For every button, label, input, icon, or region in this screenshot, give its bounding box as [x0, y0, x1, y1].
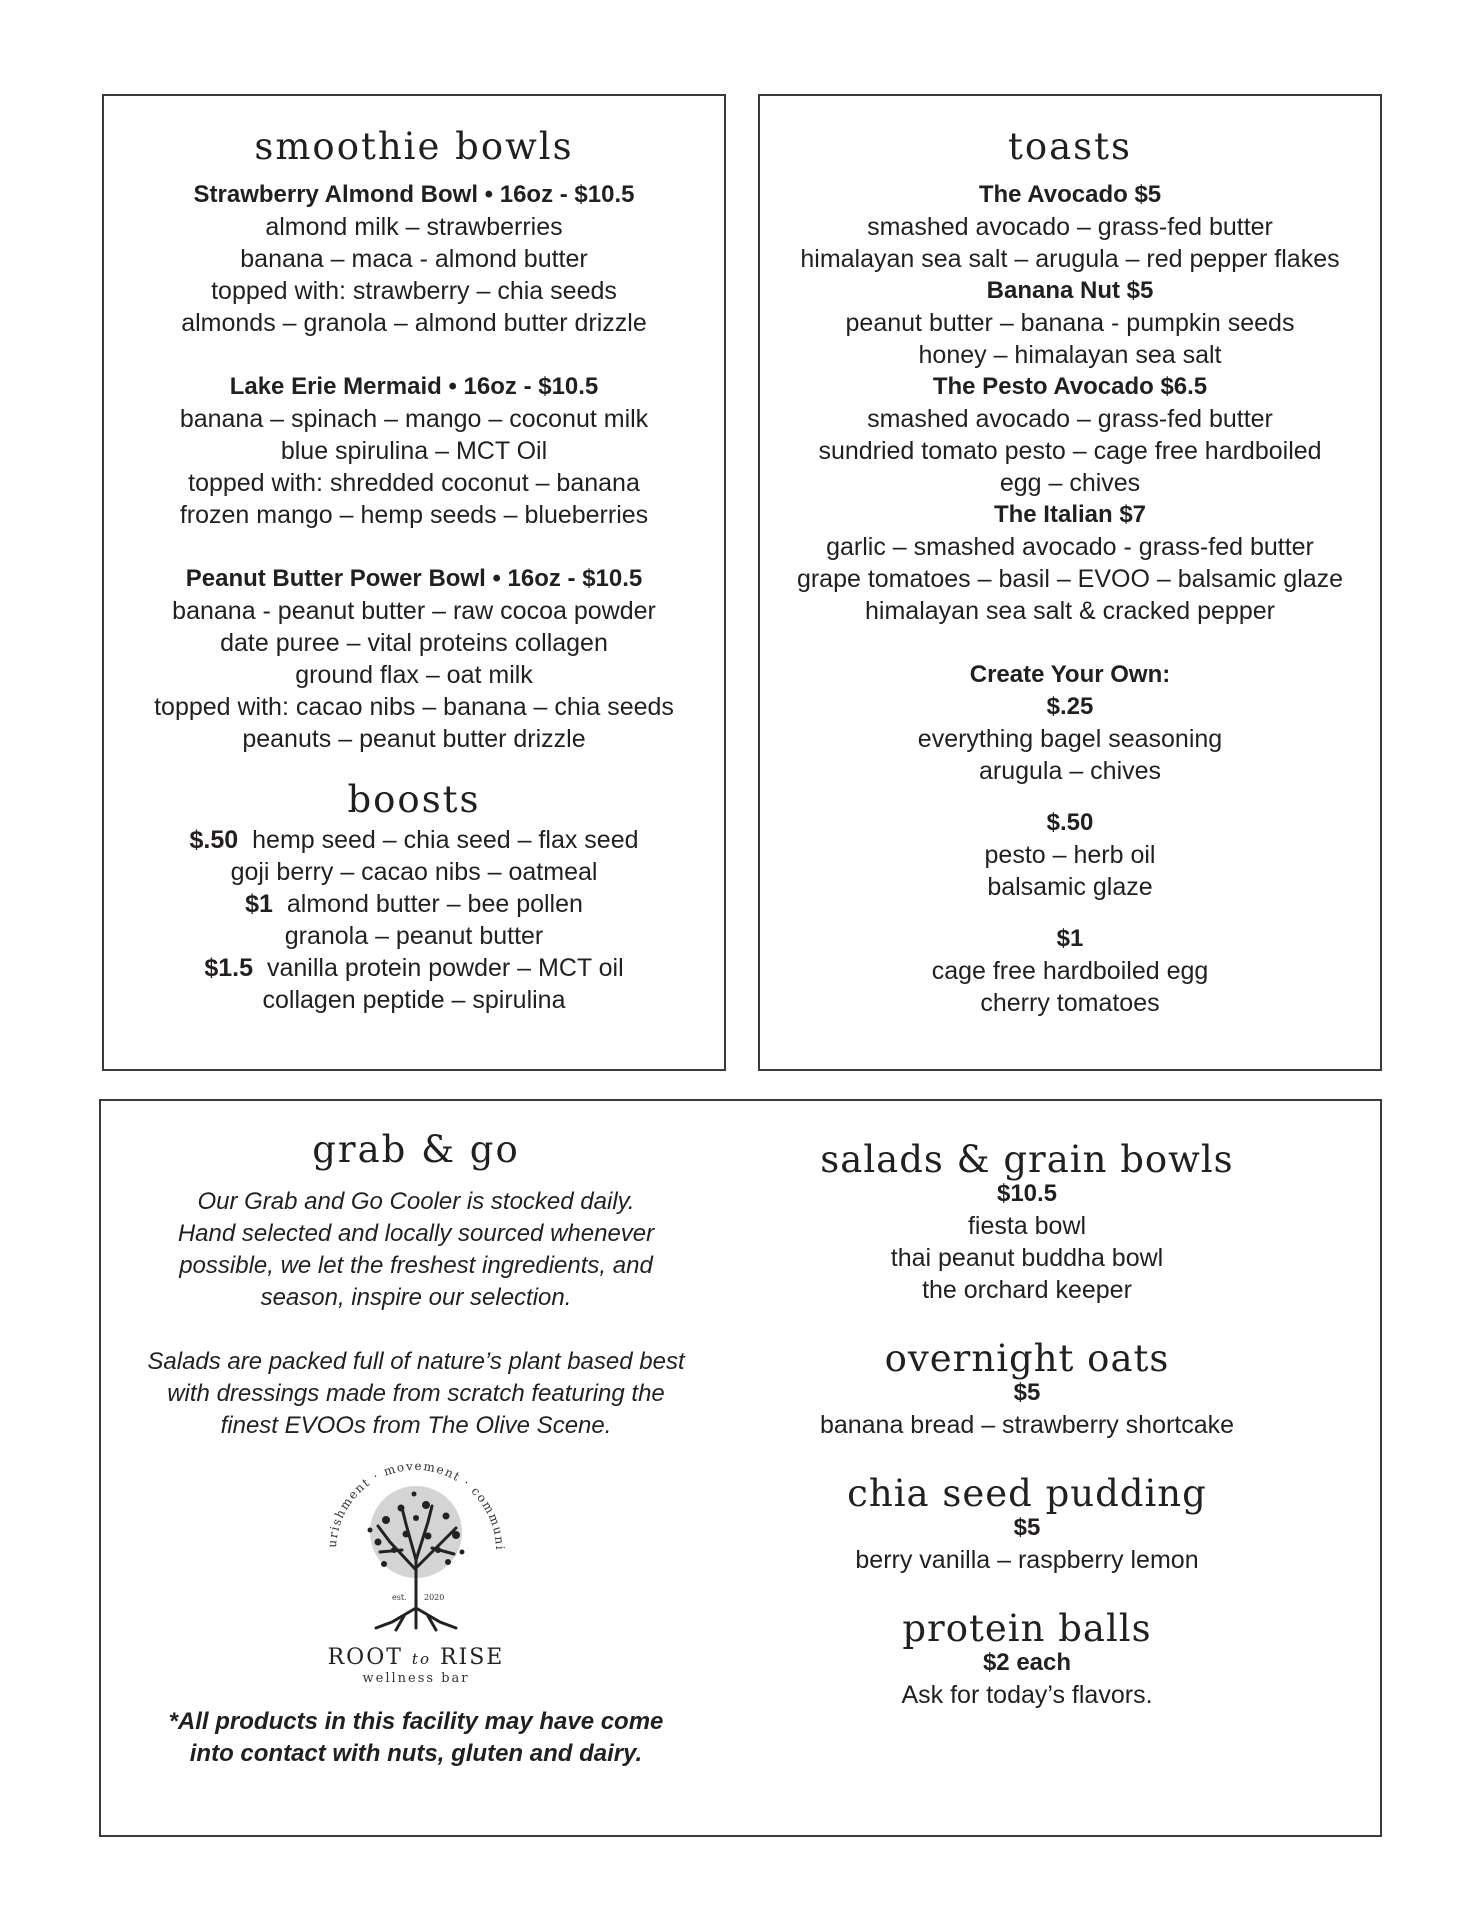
grab-and-go-salads — [121, 1346, 711, 1442]
smoothie-bowls-panel — [102, 94, 726, 1071]
grab-and-go-intro — [121, 1186, 711, 1314]
item-title: The Italian $7 — [993, 501, 1147, 528]
item-line: almond milk – strawberries — [265, 213, 563, 241]
menu-item — [760, 499, 1380, 627]
tree-logo-icon — [306, 1450, 526, 1700]
menu-section — [737, 1138, 1317, 1306]
item-line: honey – himalayan sea salt — [918, 341, 1222, 369]
section-heading: protein balls — [902, 1607, 1152, 1650]
item-line: smashed avocado – grass-fed butter — [867, 213, 1273, 241]
item-line: peanut butter – banana - pumpkin seeds — [845, 309, 1295, 337]
smoothie-bowls-column — [104, 125, 724, 1016]
section-price: $10.5 — [996, 1180, 1058, 1207]
item-title: Strawberry Almond Bowl • 16oz - $10.5 — [193, 181, 635, 208]
item-line: banana – spinach – mango – coconut milk — [179, 405, 649, 433]
grab-and-go-column — [121, 1128, 711, 1770]
logo-year: 2020 — [424, 1593, 445, 1602]
item-line: topped with: shredded coconut – banana — [188, 469, 640, 497]
topping-line: cage free hardboiled egg — [931, 957, 1209, 985]
menu-item — [760, 179, 1380, 275]
grab-and-go-panel — [99, 1099, 1382, 1837]
root-to-rise-logo — [306, 1450, 526, 1700]
item-line: topped with: cacao nibs – banana – chia seeds — [154, 693, 674, 721]
section-price: $5 — [1013, 1379, 1041, 1406]
topping-line: pesto – herb oil — [984, 841, 1156, 869]
item-line: peanuts – peanut butter drizzle — [242, 725, 586, 753]
topping-price: $.50 — [1046, 809, 1094, 836]
item-title: Lake Erie Mermaid • 16oz - $10.5 — [229, 373, 599, 400]
boost-price: $1 — [245, 890, 273, 918]
menu-section — [737, 1337, 1317, 1441]
item-title: Banana Nut $5 — [986, 277, 1154, 304]
smoothie-bowls-heading: smoothie bowls — [254, 125, 574, 168]
item-line: garlic – smashed avocado - grass-fed butter — [826, 533, 1314, 561]
menu-item — [760, 371, 1380, 499]
item-title: Peanut Butter Power Bowl • 16oz - $10.5 — [185, 565, 643, 592]
warning-line: *All products in this facility may have come — [168, 1708, 664, 1735]
section-line: berry vanilla – raspberry lemon — [855, 1546, 1199, 1574]
item-line: frozen mango – hemp seeds – blueberries — [179, 501, 649, 529]
intro-line: season, inspire our selection. — [260, 1284, 572, 1311]
boost-line: collagen peptide – spirulina — [262, 986, 566, 1014]
intro-line: Hand selected and locally sourced whenever — [177, 1220, 655, 1247]
svg-text:ROOT to RI — [328, 1645, 505, 1670]
boost-items: almond butter – bee pollen — [286, 890, 583, 918]
item-line: banana – maca - almond butter — [240, 245, 588, 273]
logo-est: est. — [392, 1593, 407, 1602]
item-line: almonds – granola – almond butter drizzle — [181, 309, 647, 337]
section-price: $5 — [1013, 1514, 1041, 1541]
item-line: himalayan sea salt & cracked pepper — [865, 597, 1275, 625]
toasts-panel — [758, 94, 1382, 1071]
item-line: blue spirulina – MCT Oil — [280, 437, 548, 465]
logo-arc-text: urishment · movement · communi — [324, 1458, 508, 1552]
grab-and-go-heading: grab & go — [312, 1128, 520, 1171]
item-line: date puree – vital proteins collagen — [220, 629, 608, 657]
logo-tagline: wellness bar — [362, 1671, 470, 1686]
section-heading: overnight oats — [884, 1337, 1170, 1380]
section-line: the orchard keeper — [922, 1276, 1132, 1304]
section-line: thai peanut buddha bowl — [890, 1244, 1164, 1272]
intro-line: with dressings made from scratch featuring the — [167, 1380, 665, 1407]
warning-line: into contact with nuts, gluten and dairy. — [189, 1740, 643, 1767]
menu-section — [737, 1607, 1317, 1711]
boost-line: granola – peanut butter — [284, 922, 544, 950]
menu-section — [737, 1472, 1317, 1576]
intro-line: Our Grab and Go Cooler is stocked daily. — [197, 1188, 635, 1215]
section-line: banana bread – strawberry shortcake — [819, 1411, 1235, 1439]
boost-items: vanilla protein powder – MCT oil — [267, 954, 624, 982]
boost-line — [104, 952, 724, 984]
menu-item — [104, 563, 724, 755]
section-heading: chia seed pudding — [847, 1472, 1207, 1515]
item-line: smashed avocado – grass-fed butter — [867, 405, 1273, 433]
item-line: egg – chives — [999, 469, 1141, 497]
boosts-heading: boosts — [347, 778, 481, 821]
section-line: fiesta bowl — [967, 1212, 1087, 1240]
boost-line — [104, 824, 724, 856]
toasts-heading: toasts — [1007, 125, 1133, 168]
topping-price: $.25 — [1046, 693, 1094, 720]
topping-line: balsamic glaze — [987, 873, 1153, 901]
grab-and-go-right-column — [737, 1138, 1317, 1711]
intro-line: finest EVOOs from The Olive Scene. — [220, 1412, 612, 1439]
item-line: grape tomatoes – basil – EVOO – balsamic glaze — [796, 565, 1344, 593]
item-title: The Pesto Avocado $6.5 — [932, 373, 1208, 400]
item-title: The Avocado $5 — [978, 181, 1162, 208]
item-line: sundried tomato pesto – cage free hardboiled — [818, 437, 1322, 465]
section-line: Ask for today’s flavors. — [901, 1681, 1153, 1709]
boost-price: $1.5 — [204, 954, 253, 982]
boost-items: hemp seed – chia seed – flax seed — [252, 826, 639, 854]
boost-line: goji berry – cacao nibs – oatmeal — [230, 858, 598, 886]
topping-line: cherry tomatoes — [980, 989, 1160, 1017]
boost-line — [104, 888, 724, 920]
logo-root: ROOT — [327, 1645, 403, 1670]
toasts-column — [760, 125, 1380, 1019]
logo-to: to — [411, 1650, 431, 1668]
logo-rise: RISE — [439, 1645, 505, 1670]
intro-line: Salads are packed full of nature’s plant based best — [147, 1348, 685, 1375]
allergen-warning — [121, 1706, 711, 1770]
menu-item — [760, 275, 1380, 371]
create-your-own — [760, 659, 1380, 1019]
boosts-list — [104, 824, 724, 1016]
menu-item — [104, 371, 724, 531]
item-line: topped with: strawberry – chia seeds — [211, 277, 617, 305]
topping-price: $1 — [1056, 925, 1084, 952]
item-line: ground flax – oat milk — [295, 661, 533, 689]
intro-line: possible, we let the freshest ingredients, and — [179, 1252, 653, 1279]
section-heading: salads & grain bowls — [820, 1138, 1234, 1181]
item-line: banana - peanut butter – raw cocoa powder — [172, 597, 656, 625]
boost-price: $.50 — [189, 826, 239, 854]
topping-line: everything bagel seasoning — [917, 725, 1223, 753]
create-your-own-title: Create Your Own: — [969, 661, 1171, 688]
section-price: $2 each — [982, 1649, 1072, 1676]
menu-item — [104, 179, 724, 339]
item-line: himalayan sea salt – arugula – red pepper flakes — [800, 245, 1340, 273]
topping-line: arugula – chives — [978, 757, 1162, 785]
